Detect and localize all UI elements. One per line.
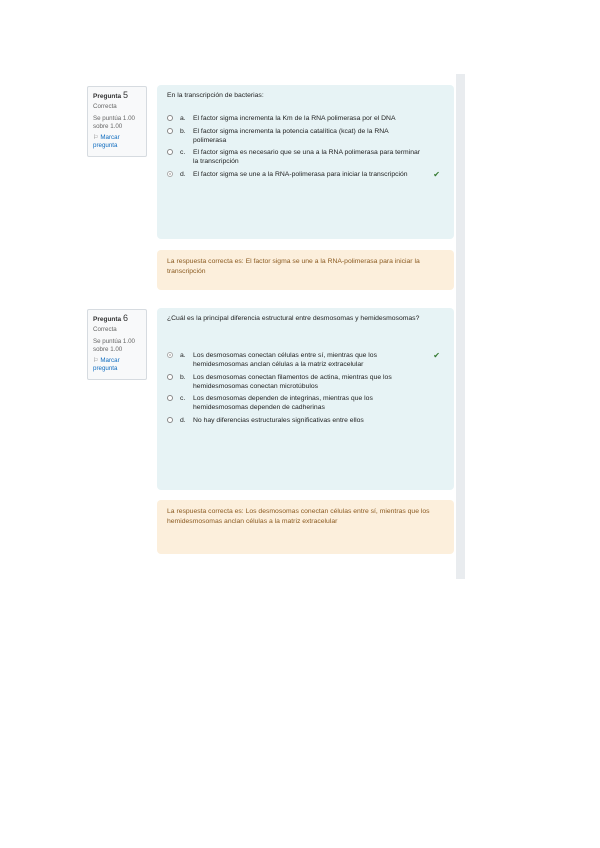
answer-letter: b. — [180, 373, 186, 381]
flag-question-link[interactable]: ⚐ Marcar pregunta — [93, 357, 120, 372]
answer-option-a[interactable] — [167, 114, 444, 123]
question-text: ¿Cuál es la principal diferencia estructural entre desmosomas y hemidesmosomas? — [167, 315, 420, 322]
radio-button[interactable] — [167, 115, 173, 121]
radio-button[interactable] — [167, 395, 173, 401]
answer-text: No hay diferencias estructurales significativas entre ellos — [193, 416, 364, 424]
question-info-5 — [87, 86, 147, 157]
question-grade: Se puntúa 1.00 sobre 1.00 — [93, 338, 135, 353]
answer-option-b[interactable] — [167, 373, 444, 391]
question-grade: Se puntúa 1.00 sobre 1.00 — [93, 115, 135, 130]
answer-option-a[interactable] — [167, 351, 444, 369]
answer-letter: d. — [180, 416, 186, 424]
answer-letter: c. — [180, 395, 186, 402]
answer-text: Los desmosomas conectan células entre sí, mientras que los hemidesmosomas anclan células a la matriz extracelular — [193, 352, 377, 368]
answer-text: El factor sigma se une a la RNA-polimerasa para iniciar la transcripción — [193, 170, 408, 178]
flag-question-link[interactable]: ⚐ Marcar pregunta — [93, 134, 120, 149]
quiz-review-page — [75, 74, 465, 579]
question-text: En la transcripción de bacterias: — [167, 92, 264, 99]
answer-letter: b. — [180, 127, 186, 135]
question-info-6 — [87, 309, 147, 380]
feedback-5: La respuesta correcta es: El factor sigma se une a la RNA-polimerasa para iniciar la transcripción — [157, 250, 454, 290]
answer-option-c[interactable] — [167, 394, 444, 412]
radio-button-selected[interactable] — [167, 352, 173, 358]
question-number: Pregunta 6 — [93, 313, 128, 323]
question-state: Correcta — [93, 103, 117, 110]
answer-text: Los desmosomas dependen de integrinas, mientras que los hemidesmosomas dependen de cadherinas — [193, 395, 373, 411]
radio-button-selected[interactable] — [167, 171, 173, 177]
answer-option-d[interactable] — [167, 416, 444, 425]
question-content-5 — [157, 85, 454, 239]
answer-letter: c. — [180, 149, 186, 156]
question-number: Pregunta 5 — [93, 90, 128, 100]
answer-text: El factor sigma incrementa la Km de la RNA polimerasa por el DNA — [193, 115, 396, 122]
correct-check-icon: ✔ — [433, 169, 440, 179]
flag-icon: ⚐ — [93, 135, 99, 141]
answer-text: El factor sigma incrementa la potencia catalítica (kcat) de la RNA polimerasa — [193, 127, 389, 144]
feedback-6: La respuesta correcta es: Los desmosomas conectan células entre sí, mientras que los hemidesmosomas anclan células a la matriz extracelular — [157, 500, 454, 554]
answer-option-c[interactable] — [167, 148, 444, 166]
radio-button[interactable] — [167, 417, 173, 423]
answer-letter: d. — [180, 170, 186, 178]
answer-option-b[interactable] — [167, 127, 444, 145]
answer-letter: a. — [180, 352, 186, 359]
radio-button[interactable] — [167, 128, 173, 134]
scrollbar[interactable] — [456, 74, 465, 579]
question-content-6 — [157, 308, 454, 490]
correct-check-icon: ✔ — [433, 351, 440, 360]
question-state: Correcta — [93, 326, 117, 333]
answer-letter: a. — [180, 115, 186, 122]
answer-text: El factor sigma es necesario que se una a la RNA polimerasa para terminar la transcripción — [193, 149, 421, 165]
radio-button[interactable] — [167, 374, 173, 380]
answer-text: Los desmosomas conectan filamentos de actina, mientras que los hemidesmosomas conectan microtúbulos — [193, 373, 392, 390]
answer-option-d[interactable] — [167, 170, 444, 179]
radio-button[interactable] — [167, 149, 173, 155]
flag-icon: ⚐ — [93, 358, 99, 364]
